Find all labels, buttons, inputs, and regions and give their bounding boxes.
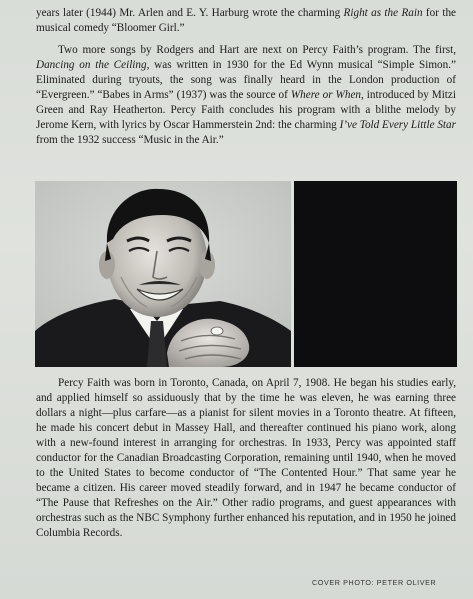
percy-faith-portrait-photo [35,181,291,367]
songs-text-1: Two more songs by Rodgers and Hart are next on Percy Faith’s program. The first, [58,44,456,56]
intro-paragraph [36,6,456,36]
song-title-ive-told-every-little-star: I’ve Told Every Little Star [339,119,456,131]
songs-paragraph [36,43,456,148]
biography-paragraph: Percy Faith was born in Toronto, Canada, on April 7, 1908. He began his studies early, and applied himself so assiduously that by the time he was eleven, he was earning three dollars a night—plus carfare—as a pianist for silent movies in a Toronto theatre. At fifteen, he made his concert debut in Massey Hall, and thereafter continued his piano work, along with a new-found interest in arranging for orchestras. In 1933, Percy was appointed staff conductor for the Canadian Broadcasting Corporation, remaining until 1940, when he moved to the United States to become conductor of “The Contented Hour.” That same year he became a citizen. His career moved steadily forward, and in 1947 he became conductor of “The Pause that Refreshes on the Air.” Other radio programs, and guest appearances with orchestras such as the NBC Symphony further enhanced his reputation, and in 1950 he joined Columbia Records. [36,377,456,539]
song-title-where-or-when: Where or When [290,89,362,101]
portrait-illustration [35,181,291,367]
cover-photo-credit: COVER PHOTO: PETER OLIVER [312,578,437,587]
song-title-right-as-the-rain: Right as the Rain [343,7,423,19]
intro-text-2: for the musical comedy “Bloomer Girl.” [36,7,456,34]
songs-text-4: from the 1932 success “Music in the Air.” [36,134,224,146]
song-title-dancing-on-the-ceiling: Dancing on the Ceiling [36,59,147,71]
songs-text-2: , was written in 1930 for the Ed Wynn musical “Simple Simon.” Eliminated during tryouts, the song was finally heard in the London production of “Evergreen.” “Babes in Arms” (1937) was the source of [36,59,456,101]
intro-text-1: years later (1944) Mr. Arlen and E. Y. Harburg wrote the charming [36,7,344,19]
dark-image-panel [294,181,457,367]
songs-text-3: , introduced by Mitzi Green and Ray Heatherton. Percy Faith concludes his program with a blithe melody by Jerome Kern, with lyrics by Oscar Hammerstein 2nd: the charming [36,89,456,131]
